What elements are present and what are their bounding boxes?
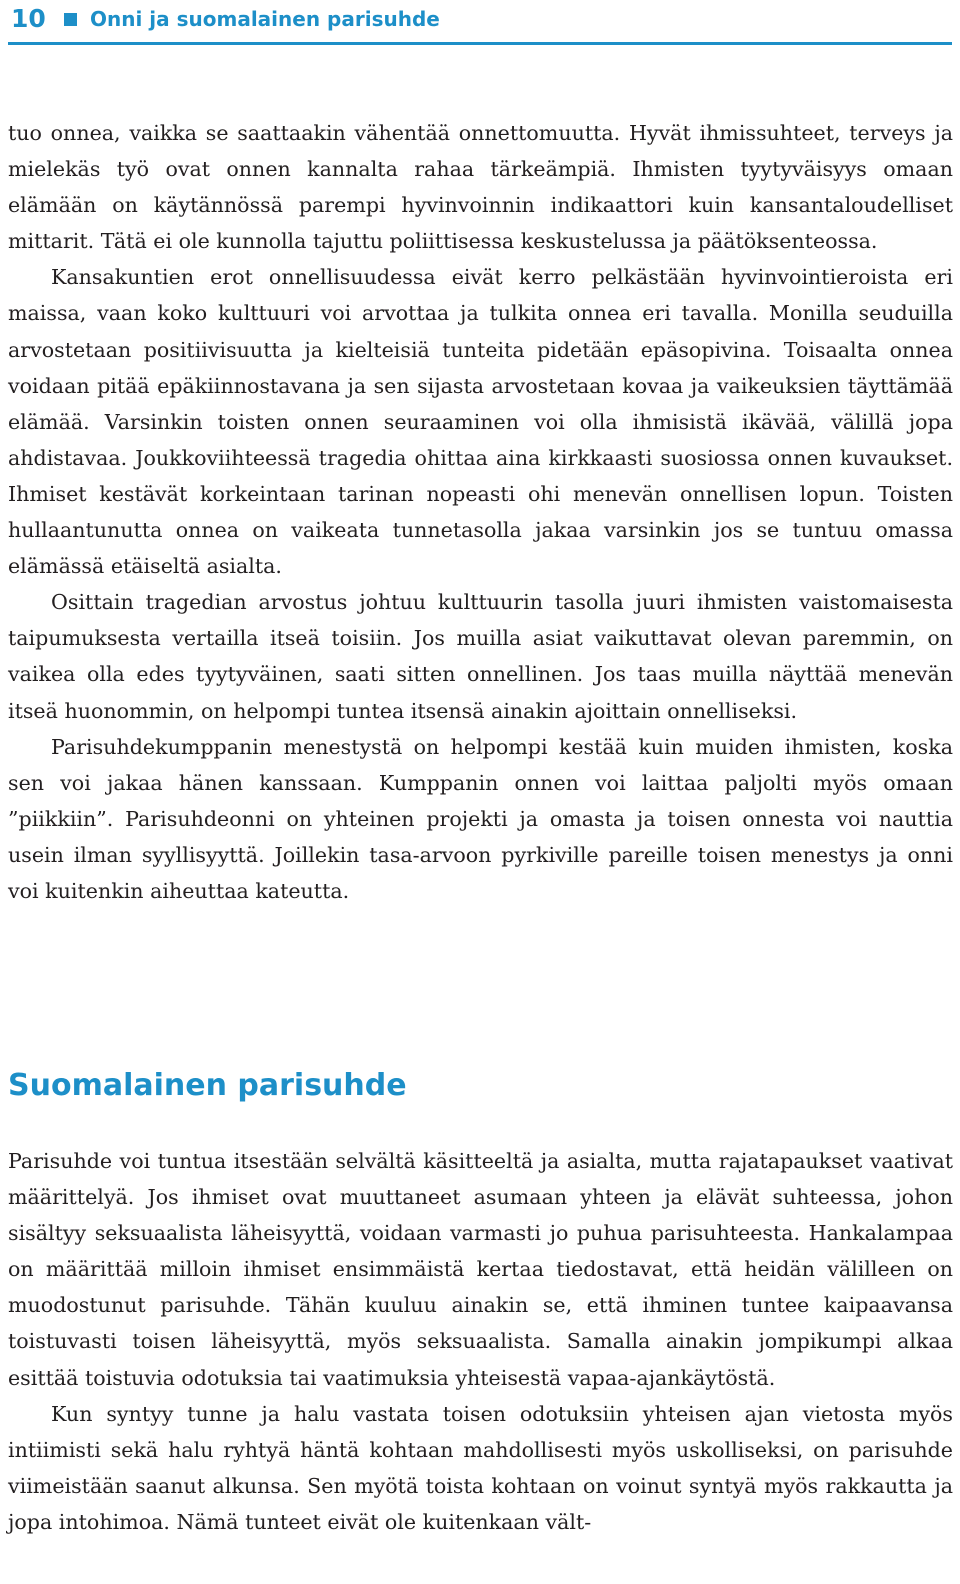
page-number: 10: [11, 4, 46, 33]
paragraph: Kansakuntien erot onnellisuudessa eivät kerro pelkästään hyvinvointieroista eri maissa, vaan koko kulttuuri voi arvottaa ja tulkita onnea eri tavalla. Monilla seuduilla arvostetaan positiivisuutta ja kielteisiä tunteita pidetään epäsopivina. Toisaalta onnea voidaan pitää epäkiinnostavana ja sen sijasta arvostetaan kovaa ja vaikeuksien täyttämää elämää. Varsinkin toisten onnen seuraaminen voi olla ihmisistä ikävää, välillä jopa ahdistavaa. Joukkoviihteessä tragedia ohittaa aina kirkkaasti suosiossa onnen kuvaukset. Ihmiset kestävät korkeintaan tarinan nopeasti ohi menevän onnellisen lopun. Toisten hullaantunutta onnea on vaikeata tunnetasolla jakaa varsinkin jos se tuntuu omassa elämässä etäiseltä asialta.: [8, 265, 953, 579]
page-header: [8, 0, 952, 45]
paragraph: Osittain tragedian arvostus johtuu kulttuurin tasolla juuri ihmisten vaistomaisesta taipumuksesta vertailla itseä toisiin. Jos muilla asiat vaikuttavat olevan paremmin, on vaikea olla edes tyytyväinen, saati sitten onnellinen. Jos taas muilla näyttää menevän itseä huonommin, on helpompi tuntea itsensä ainakin ajoittain onnelliseksi.: [8, 590, 953, 723]
section-heading: Suomalainen parisuhde: [8, 1068, 407, 1103]
running-title: Onni ja suomalainen parisuhde: [90, 7, 440, 31]
body-text-section-1: [8, 115, 953, 909]
paragraph: Parisuhde voi tuntua itsestään selvältä käsitteeltä ja asialta, mutta rajatapaukset vaativat määrittelyä. Jos ihmiset ovat muuttaneet asumaan yhteen ja elävät suhteessa, johon sisältyy seksuaalista läheisyyttä, voidaan varmasti jo puhua parisuhteesta. Hankalampaa on määrittää milloin ihmiset ensimmäistä kertaa tiedostavat, että heidän välilleen on muodostunut parisuhde. Tähän kuuluu ainakin se, että ihminen tuntee kaipaavansa toistuvasti toisen läheisyyttä, myös seksuaalista. Samalla ainakin jompikumpi alkaa esittää toistuvia odotuksia tai vaatimuksia yhteisestä vapaa-ajankäytöstä.: [8, 1149, 953, 1390]
body-text-section-2: [8, 1143, 953, 1540]
paragraph: Parisuhdekumppanin menestystä on helpompi kestää kuin muiden ihmisten, koska sen voi jakaa hänen kanssaan. Kumppanin onnen voi laittaa paljolti myös omaan ”piikkiin”. Parisuhdeonni on yhteinen projekti ja omasta ja toisen onnesta voi nauttia usein ilman syyllisyyttä. Joillekin tasa-arvoon pyrkiville pareille toisen menestys ja onni voi kuitenkin aiheuttaa kateutta.: [8, 734, 953, 903]
paragraph: Kun syntyy tunne ja halu vastata toisen odotuksiin yhteisen ajan vietosta myös intiimisti sekä halu ryhtyä häntä kohtaan mahdollisesti myös uskolliseksi, on parisuhde viimeistään saanut alkunsa. Sen myötä toista kohtaan on voinut syntyä myös rakkautta ja jopa intohimoa. Nämä tunteet eivät ole kuitenkaan vält-: [8, 1401, 953, 1534]
paragraph: tuo onnea, vaikka se saattaakin vähentää onnettomuutta. Hyvät ihmissuhteet, terveys ja mielekäs työ ovat onnen kannalta rahaa tärkeämpiä. Ihmisten tyytyväisyys omaan elämään on käytännössä parempi hyvinvoinnin indikaattori kuin kansantaloudelliset mittarit. Tätä ei ole kunnolla tajuttu poliittisessa keskustelussa ja päätöksenteossa.: [8, 121, 953, 254]
square-bullet-icon: [64, 13, 77, 26]
